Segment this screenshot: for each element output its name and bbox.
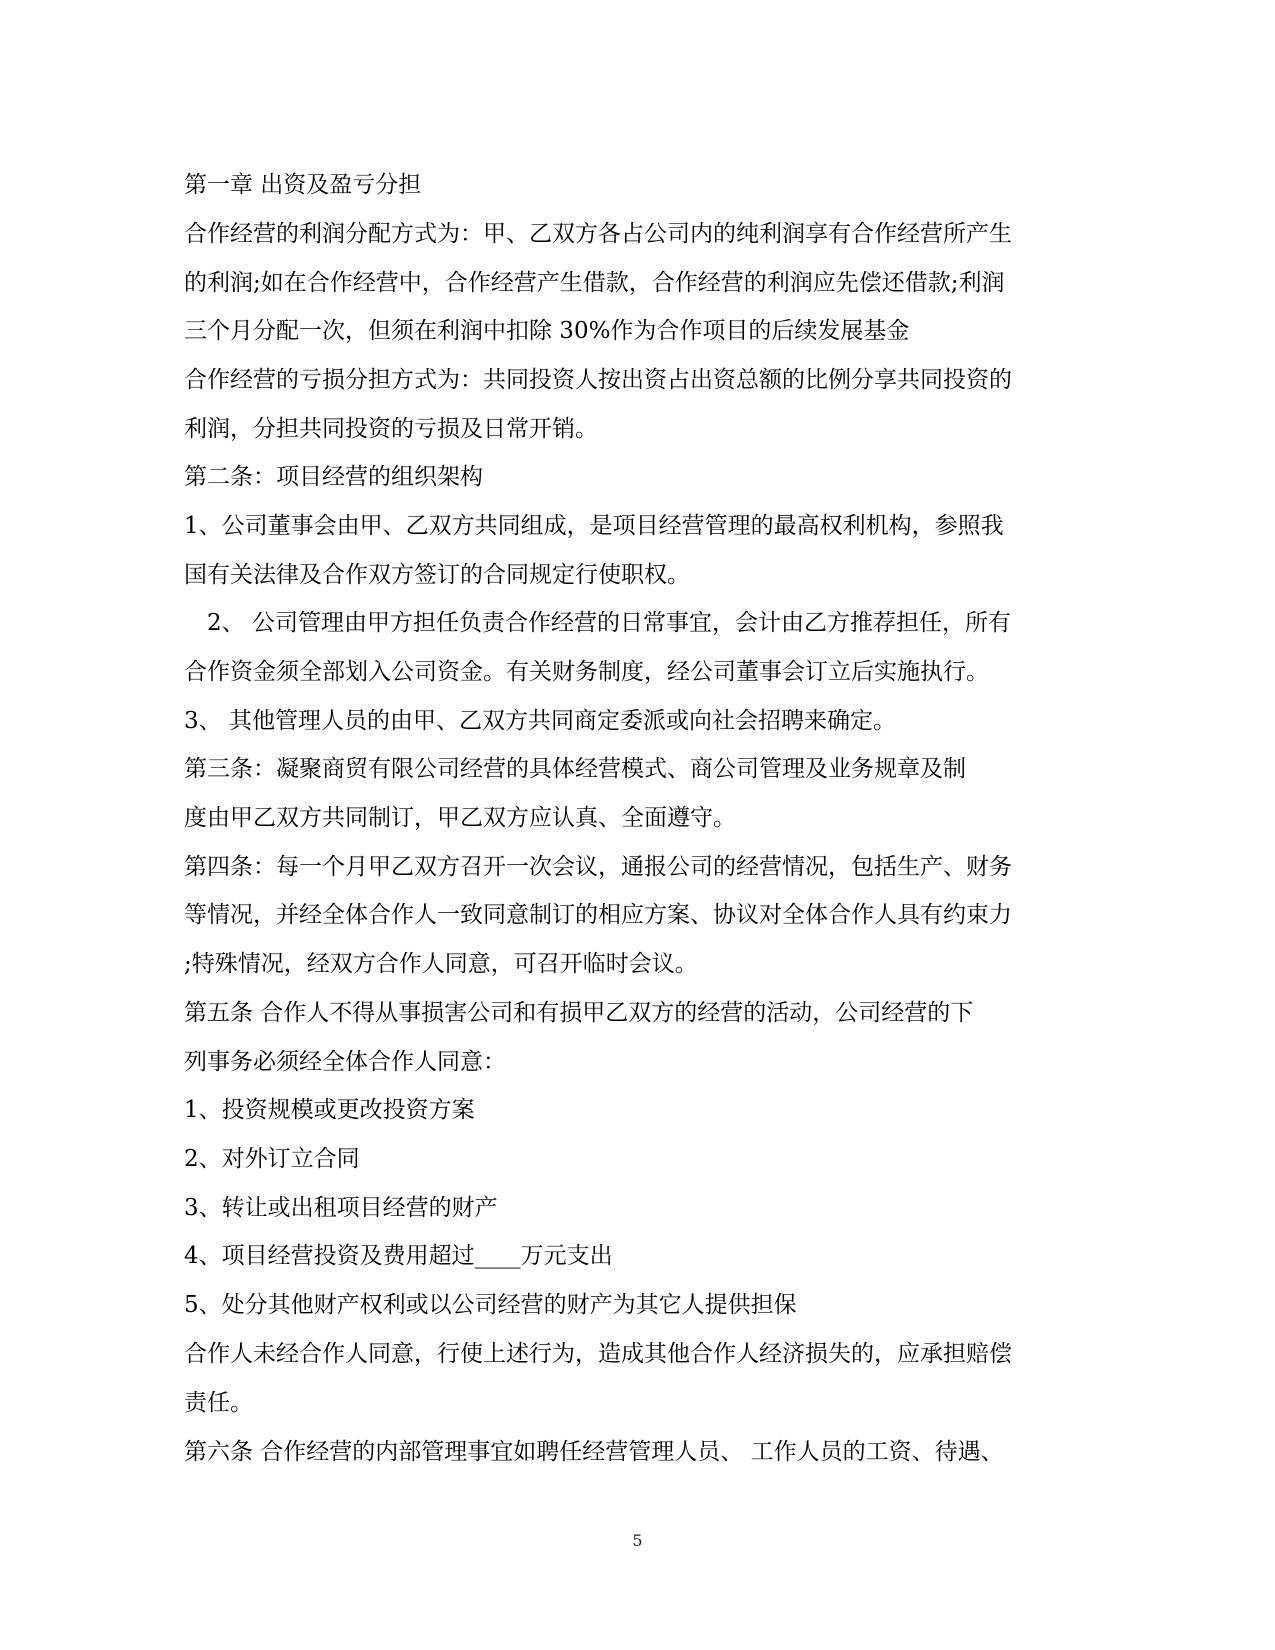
article-heading: 第四条：每一个月甲乙双方召开一次会议，通报公司的经营情况，包括生产、财务: [184, 854, 1012, 880]
page-number: 5: [632, 1531, 643, 1550]
text-line: 1、公司董事会由甲、乙双方共同组成，是项目经营管理的最高权利机构，参照我: [184, 513, 1004, 539]
text-line: 国有关法律及合作双方签订的合同规定行使职权。: [184, 562, 690, 588]
article-heading: 第二条：项目经营的组织架构: [184, 464, 483, 490]
text-line: 度由甲乙双方共同制订，甲乙双方应认真、全面遵守。: [184, 805, 736, 831]
list-item: 3、转让或出租项目经营的财产: [184, 1195, 498, 1221]
list-item: 4、项目经营投资及费用超过____万元支出: [184, 1243, 613, 1269]
text-line: 合作经营的亏损分担方式为：共同投资人按出资占出资总额的比例分享共同投资的: [184, 367, 1012, 393]
text-line: 列事务必须经全体合作人同意：: [184, 1049, 506, 1075]
article-heading: 第三条：凝聚商贸有限公司经营的具体经营模式、商公司管理及业务规章及制: [184, 756, 966, 782]
text-line: 的利润;如在合作经营中，合作经营产生借款，合作经营的利润应先偿还借款;利润: [184, 270, 1005, 296]
text-line: 2、 公司管理由甲方担任负责合作经营的日常事宜，会计由乙方推荐担任，所有: [207, 610, 1011, 636]
text-line: 等情况，并经全体合作人一致同意制订的相应方案、协议对全体合作人具有约束力: [184, 902, 1012, 928]
text-line: ;特殊情况，经双方合作人同意，可召开临时会议。: [184, 951, 698, 977]
text-line: 利润，分担共同投资的亏损及日常开销。: [184, 416, 598, 442]
article-heading: 第五条 合作人不得从事损害公司和有损甲乙双方的经营的活动，公司经营的下: [184, 1000, 974, 1026]
list-item: 2、对外订立合同: [184, 1146, 360, 1172]
text-line: 责任。: [184, 1390, 253, 1416]
text-line: 合作经营的利润分配方式为：甲、乙双方各占公司内的纯利润享有合作经营所产生: [184, 221, 1012, 247]
list-item: 1、投资规模或更改投资方案: [184, 1097, 475, 1123]
text-line: 合作资金须全部划入公司资金。有关财务制度，经公司董事会订立后实施执行。: [184, 659, 989, 685]
list-item: 5、处分其他财产权利或以公司经营的财产为其它人提供担保: [184, 1292, 797, 1318]
article-heading: 第六条 合作经营的内部管理事宜如聘任经营管理人员、 工作人员的工资、待遇、: [184, 1439, 1004, 1465]
text-line: 合作人未经合作人同意，行使上述行为，造成其他合作人经济损失的，应承担赔偿: [184, 1341, 1012, 1367]
chapter-heading: 第一章 出资及盈亏分担: [184, 172, 422, 198]
text-line: 三个月分配一次，但须在利润中扣除 30%作为合作项目的后续发展基金: [184, 318, 910, 344]
text-line: 3、 其他管理人员的由甲、乙双方共同商定委派或向社会招聘来确定。: [184, 708, 896, 734]
